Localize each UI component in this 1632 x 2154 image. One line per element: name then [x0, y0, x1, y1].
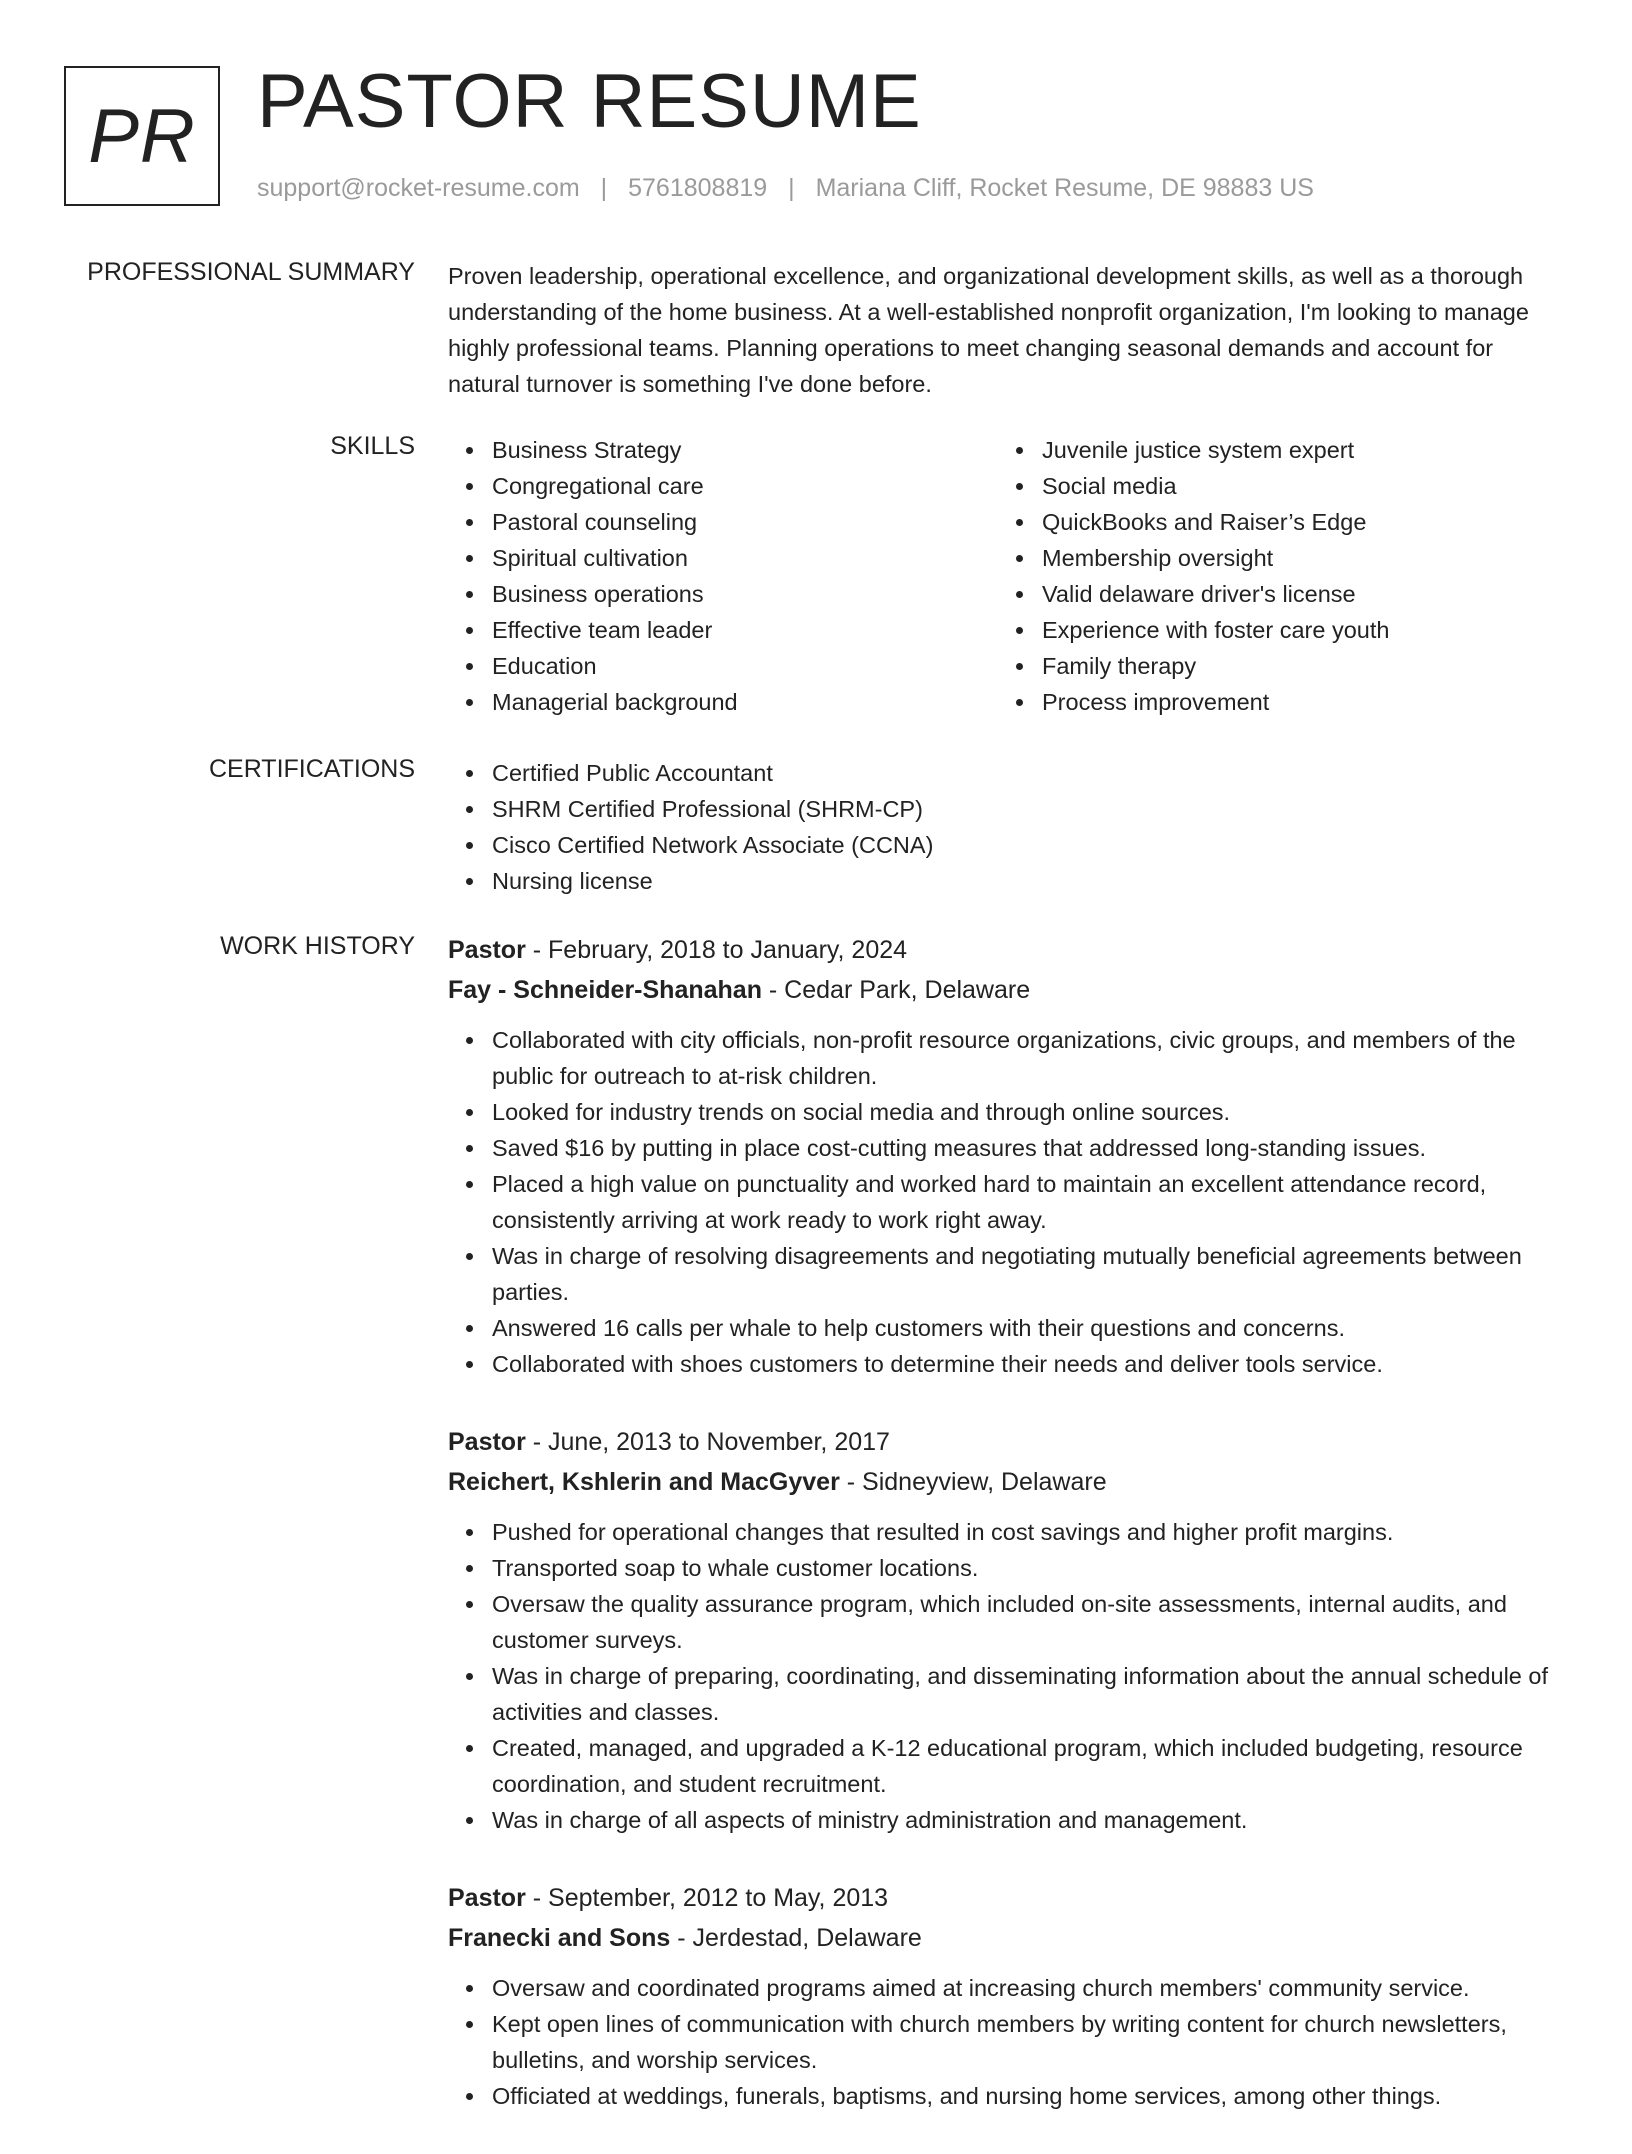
job-location: - Cedar Park, Delaware	[761, 976, 1031, 1004]
job-location: - Jerdestad, Delaware	[670, 1924, 922, 1952]
resume-title: PASTOR RESUME	[257, 59, 922, 144]
skills-grid	[448, 432, 1568, 720]
job-duty: Was in charge of preparing, coordinating, and disseminating information about the annual schedule of activities and classes.	[492, 1658, 1568, 1730]
job-duty: Officiated at weddings, funerals, baptisms, and nursing home services, among other things.	[492, 2078, 1568, 2114]
skill-item: QuickBooks and Raiser’s Edge	[1042, 504, 1548, 540]
job-title: Pastor	[448, 936, 526, 964]
resume-header	[64, 59, 1584, 214]
certification-item: SHRM Certified Professional (SHRM-CP)	[492, 791, 1568, 827]
job-duty: Collaborated with city officials, non-profit resource organizations, civic groups, and members of the public for outreach to at-risk children.	[492, 1022, 1568, 1094]
job-duty: Created, managed, and upgraded a K-12 educational program, which included budgeting, resource coordination, and student recruitment.	[492, 1730, 1568, 1802]
job-duty: Kept open lines of communication with church members by writing content for church newsletters, bulletins, and worship services.	[492, 2006, 1568, 2078]
job-duty: Looked for industry trends on social media and through online sources.	[492, 1094, 1568, 1130]
skill-item: Managerial background	[492, 684, 998, 720]
job-company-line	[448, 970, 1568, 1010]
skills-column-right	[998, 432, 1548, 720]
skills-heading: SKILLS	[330, 432, 415, 460]
skill-item: Business Strategy	[492, 432, 998, 468]
job-title-line	[448, 1878, 1568, 1918]
job-duty: Oversaw the quality assurance program, which included on-site assessments, internal audits, and customer surveys.	[492, 1586, 1568, 1658]
job-duty: Was in charge of resolving disagreements and negotiating mutually beneficial agreements between parties.	[492, 1238, 1568, 1310]
job-company: Reichert, Kshlerin and MacGyver	[448, 1468, 840, 1496]
contact-separator: |	[788, 174, 795, 202]
skills-list-right	[998, 432, 1548, 720]
job-company-line	[448, 1462, 1568, 1502]
job-company: Franecki and Sons	[448, 1924, 671, 1952]
work-history-body	[448, 930, 1568, 2154]
certifications-body	[448, 755, 1568, 899]
skill-item: Education	[492, 648, 998, 684]
skill-item: Effective team leader	[492, 612, 998, 648]
summary-body	[448, 258, 1568, 402]
job-company: Fay - Schneider-Shanahan	[448, 976, 762, 1004]
job-duty: Collaborated with shoes customers to determine their needs and deliver tools service.	[492, 1346, 1568, 1382]
job-duties-list	[448, 1022, 1568, 1382]
job-duties-list	[448, 1970, 1568, 2114]
certification-item: Certified Public Accountant	[492, 755, 1568, 791]
job-duties-list	[448, 1514, 1568, 1838]
skill-item: Family therapy	[1042, 648, 1548, 684]
job-entry	[448, 1878, 1568, 2114]
skill-item: Process improvement	[1042, 684, 1548, 720]
job-title-line	[448, 930, 1568, 970]
job-duty: Placed a high value on punctuality and worked hard to maintain an excellent attendance record, consistently arriving at work ready to work right away.	[492, 1166, 1568, 1238]
job-title-line	[448, 1422, 1568, 1462]
job-dates: - June, 2013 to November, 2017	[525, 1428, 890, 1456]
contact-separator: |	[600, 174, 608, 202]
job-dates: - September, 2012 to May, 2013	[525, 1884, 889, 1912]
contact-phone: 5761808819	[628, 174, 768, 202]
skill-item: Social media	[1042, 468, 1548, 504]
skill-item: Pastoral counseling	[492, 504, 998, 540]
skill-item: Congregational care	[492, 468, 998, 504]
summary-text: Proven leadership, operational excellence, and organizational development skills, as well as a thorough understanding of the home business. At a well-established nonprofit organization, I'm looking to manage highly professional teams. Planning operations to meet changing seasonal demands and account for natural turnover is something I've done before.	[448, 263, 1529, 397]
skills-body	[448, 432, 1568, 720]
job-duty: Transported soap to whale customer locations.	[492, 1550, 1568, 1586]
skill-item: Juvenile justice system expert	[1042, 432, 1548, 468]
skill-item: Business operations	[492, 576, 998, 612]
job-title: Pastor	[448, 1428, 526, 1456]
job-duty: Oversaw and coordinated programs aimed at increasing church members' community service.	[492, 1970, 1568, 2006]
monogram-logo: PR	[64, 66, 220, 206]
summary-heading: PROFESSIONAL SUMMARY	[87, 258, 415, 286]
skill-item: Experience with foster care youth	[1042, 612, 1548, 648]
skill-item: Valid delaware driver's license	[1042, 576, 1548, 612]
work-history-heading: WORK HISTORY	[220, 932, 415, 960]
job-duty: Pushed for operational changes that resulted in cost savings and higher profit margins.	[492, 1514, 1568, 1550]
skills-column-left	[448, 432, 998, 720]
contact-email: support@rocket-resume.com	[257, 174, 580, 202]
job-entry	[448, 1422, 1568, 1838]
skill-item: Spiritual cultivation	[492, 540, 998, 576]
job-dates: - February, 2018 to January, 2024	[525, 936, 908, 964]
job-duty: Was in charge of all aspects of ministry administration and management.	[492, 1802, 1568, 1838]
certification-item: Cisco Certified Network Associate (CCNA)	[492, 827, 1568, 863]
job-company-line	[448, 1918, 1568, 1958]
certifications-heading: CERTIFICATIONS	[208, 755, 415, 783]
contact-line	[257, 174, 1314, 203]
skill-item: Membership oversight	[1042, 540, 1548, 576]
job-duty: Saved $16 by putting in place cost-cutting measures that addressed long-standing issues.	[492, 1130, 1568, 1166]
job-title: Pastor	[448, 1884, 526, 1912]
certification-item: Nursing license	[492, 863, 1568, 899]
job-duty: Answered 16 calls per whale to help customers with their questions and concerns.	[492, 1310, 1568, 1346]
contact-address: Mariana Cliff, Rocket Resume, DE 98883 US	[815, 174, 1314, 202]
skills-list-left	[448, 432, 998, 720]
job-location: - Sidneyview, Delaware	[839, 1468, 1107, 1496]
certifications-list	[448, 755, 1568, 899]
job-entry	[448, 930, 1568, 1382]
